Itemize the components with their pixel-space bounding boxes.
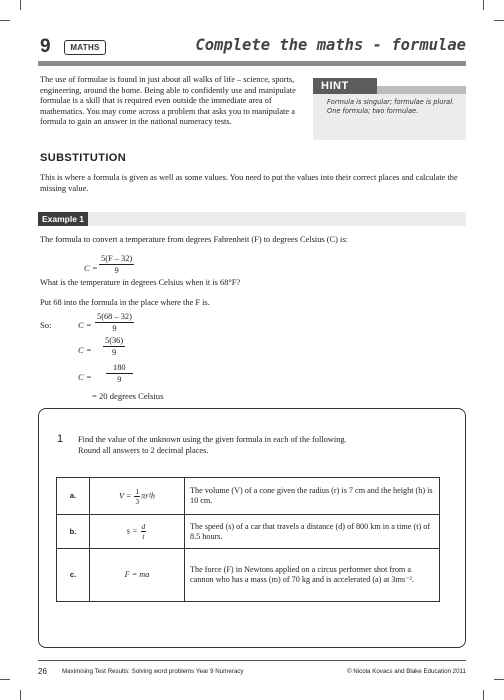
row-text: The volume (V) of a cone given the radius (r) is 7 cm and the height (h) is 10 cm. [185,478,440,515]
footer-rule [38,660,466,661]
crop-mark [20,0,21,10]
formula-fraction [99,254,134,275]
formula-lhs: s = [126,526,138,536]
step-numerator: 180 [106,363,133,374]
footer-title: Maximising Test Results: Solving word problems Year 9 Numeracy [62,668,244,675]
subject-badge: MATHS [64,40,106,55]
so-label: So: [40,320,52,330]
page-title: Complete the maths - formulae [195,36,466,54]
row-formula: F = ma [90,549,185,602]
crop-mark [494,679,504,680]
hint-text: Formula is singular; formulae is plural. One formula; two formulae. [313,94,466,140]
example-label: Example 1 [38,212,88,226]
step-lhs: C = [78,320,92,330]
example-bar [38,212,466,226]
row-formula [90,478,185,515]
step-fraction [106,363,133,384]
formula-lhs: V = [118,490,132,500]
formula-fraction [141,522,147,541]
step-denominator: 9 [111,348,117,357]
row-formula [90,515,185,549]
intro-paragraph: The use of formulae is found in just about all walks of life – science, sports, engineering, around the home. Being able to confidently use and manipulate formulae is a skill that is required even outside the immediate area of mathematics. You may come across a problem that asks you to manipulate a formula to gain an answer in the national numeracy tests. [40,75,296,126]
crop-mark [20,690,21,700]
table-row [57,478,440,515]
hint-heading: HINT [313,78,377,94]
formula-denominator: 9 [114,266,119,275]
crop-mark [0,20,10,21]
page-number: 26 [38,667,47,676]
formula-denominator: t [142,532,145,541]
formula-denominator: 3 [135,496,140,506]
step-denominator: 9 [117,375,122,384]
step-numerator: 5(36) [105,336,124,345]
formula-numerator: 1 [135,486,140,496]
substitution-paragraph: This is where a formula is given as well as some values. You need to put the values into their correct places and calculate the missing value. [40,173,458,193]
example-intro: The formula to convert a temperature from degrees Fahrenheit (F) to degrees Celsius (C) is: [40,235,348,244]
example-answer: = 20 degrees Celsius [92,391,164,401]
crop-mark [483,690,484,700]
crop-mark [483,0,484,10]
question-table [56,477,440,602]
question-number: 1 [57,433,64,445]
formula-numerator: d [141,522,146,531]
footer-copyright: © Nicola Kovacs and Blake Education 2011 [347,668,466,675]
step-denominator: 9 [112,324,117,333]
question-instruction: Find the value of the unknown using the given formula in each of the following. Round all answers to 2 decimal places. [78,435,347,455]
crop-mark [0,679,10,680]
formula-numerator: 5(F – 32) [101,254,133,263]
section-number: 9 [40,36,51,57]
formula-lhs: C = [84,263,98,273]
row-label: a. [57,478,90,515]
row-label: b. [57,515,90,549]
header-rule [38,61,466,66]
formula-fraction [134,487,140,506]
step-fraction [95,312,134,333]
example-instruction: Put 68 into the formula in the place where the F is. [40,298,210,307]
step-lhs: C = [78,372,92,382]
step-fraction [103,336,125,357]
formula-rhs: πr²h [141,490,156,500]
row-text: The force (F) in Newtons applied on a circus performer shot from a cannon who has a mass (m) of 70 kg and is accelerated (a) at 3ms⁻². [185,549,440,602]
step-lhs: C = [78,345,92,355]
row-label: c. [57,549,90,602]
crop-mark [494,20,504,21]
table-row [57,515,440,549]
example-question: What is the temperature in degrees Celsius when it is 68°F? [40,278,241,287]
row-text: The speed (s) of a car that travels a distance (d) of 800 km in a time (t) of 8.5 hours. [185,515,440,549]
substitution-heading: SUBSTITUTION [40,152,127,164]
step-numerator: 5(68 – 32) [97,312,132,321]
table-row [57,549,440,602]
hint-bar [377,86,466,94]
